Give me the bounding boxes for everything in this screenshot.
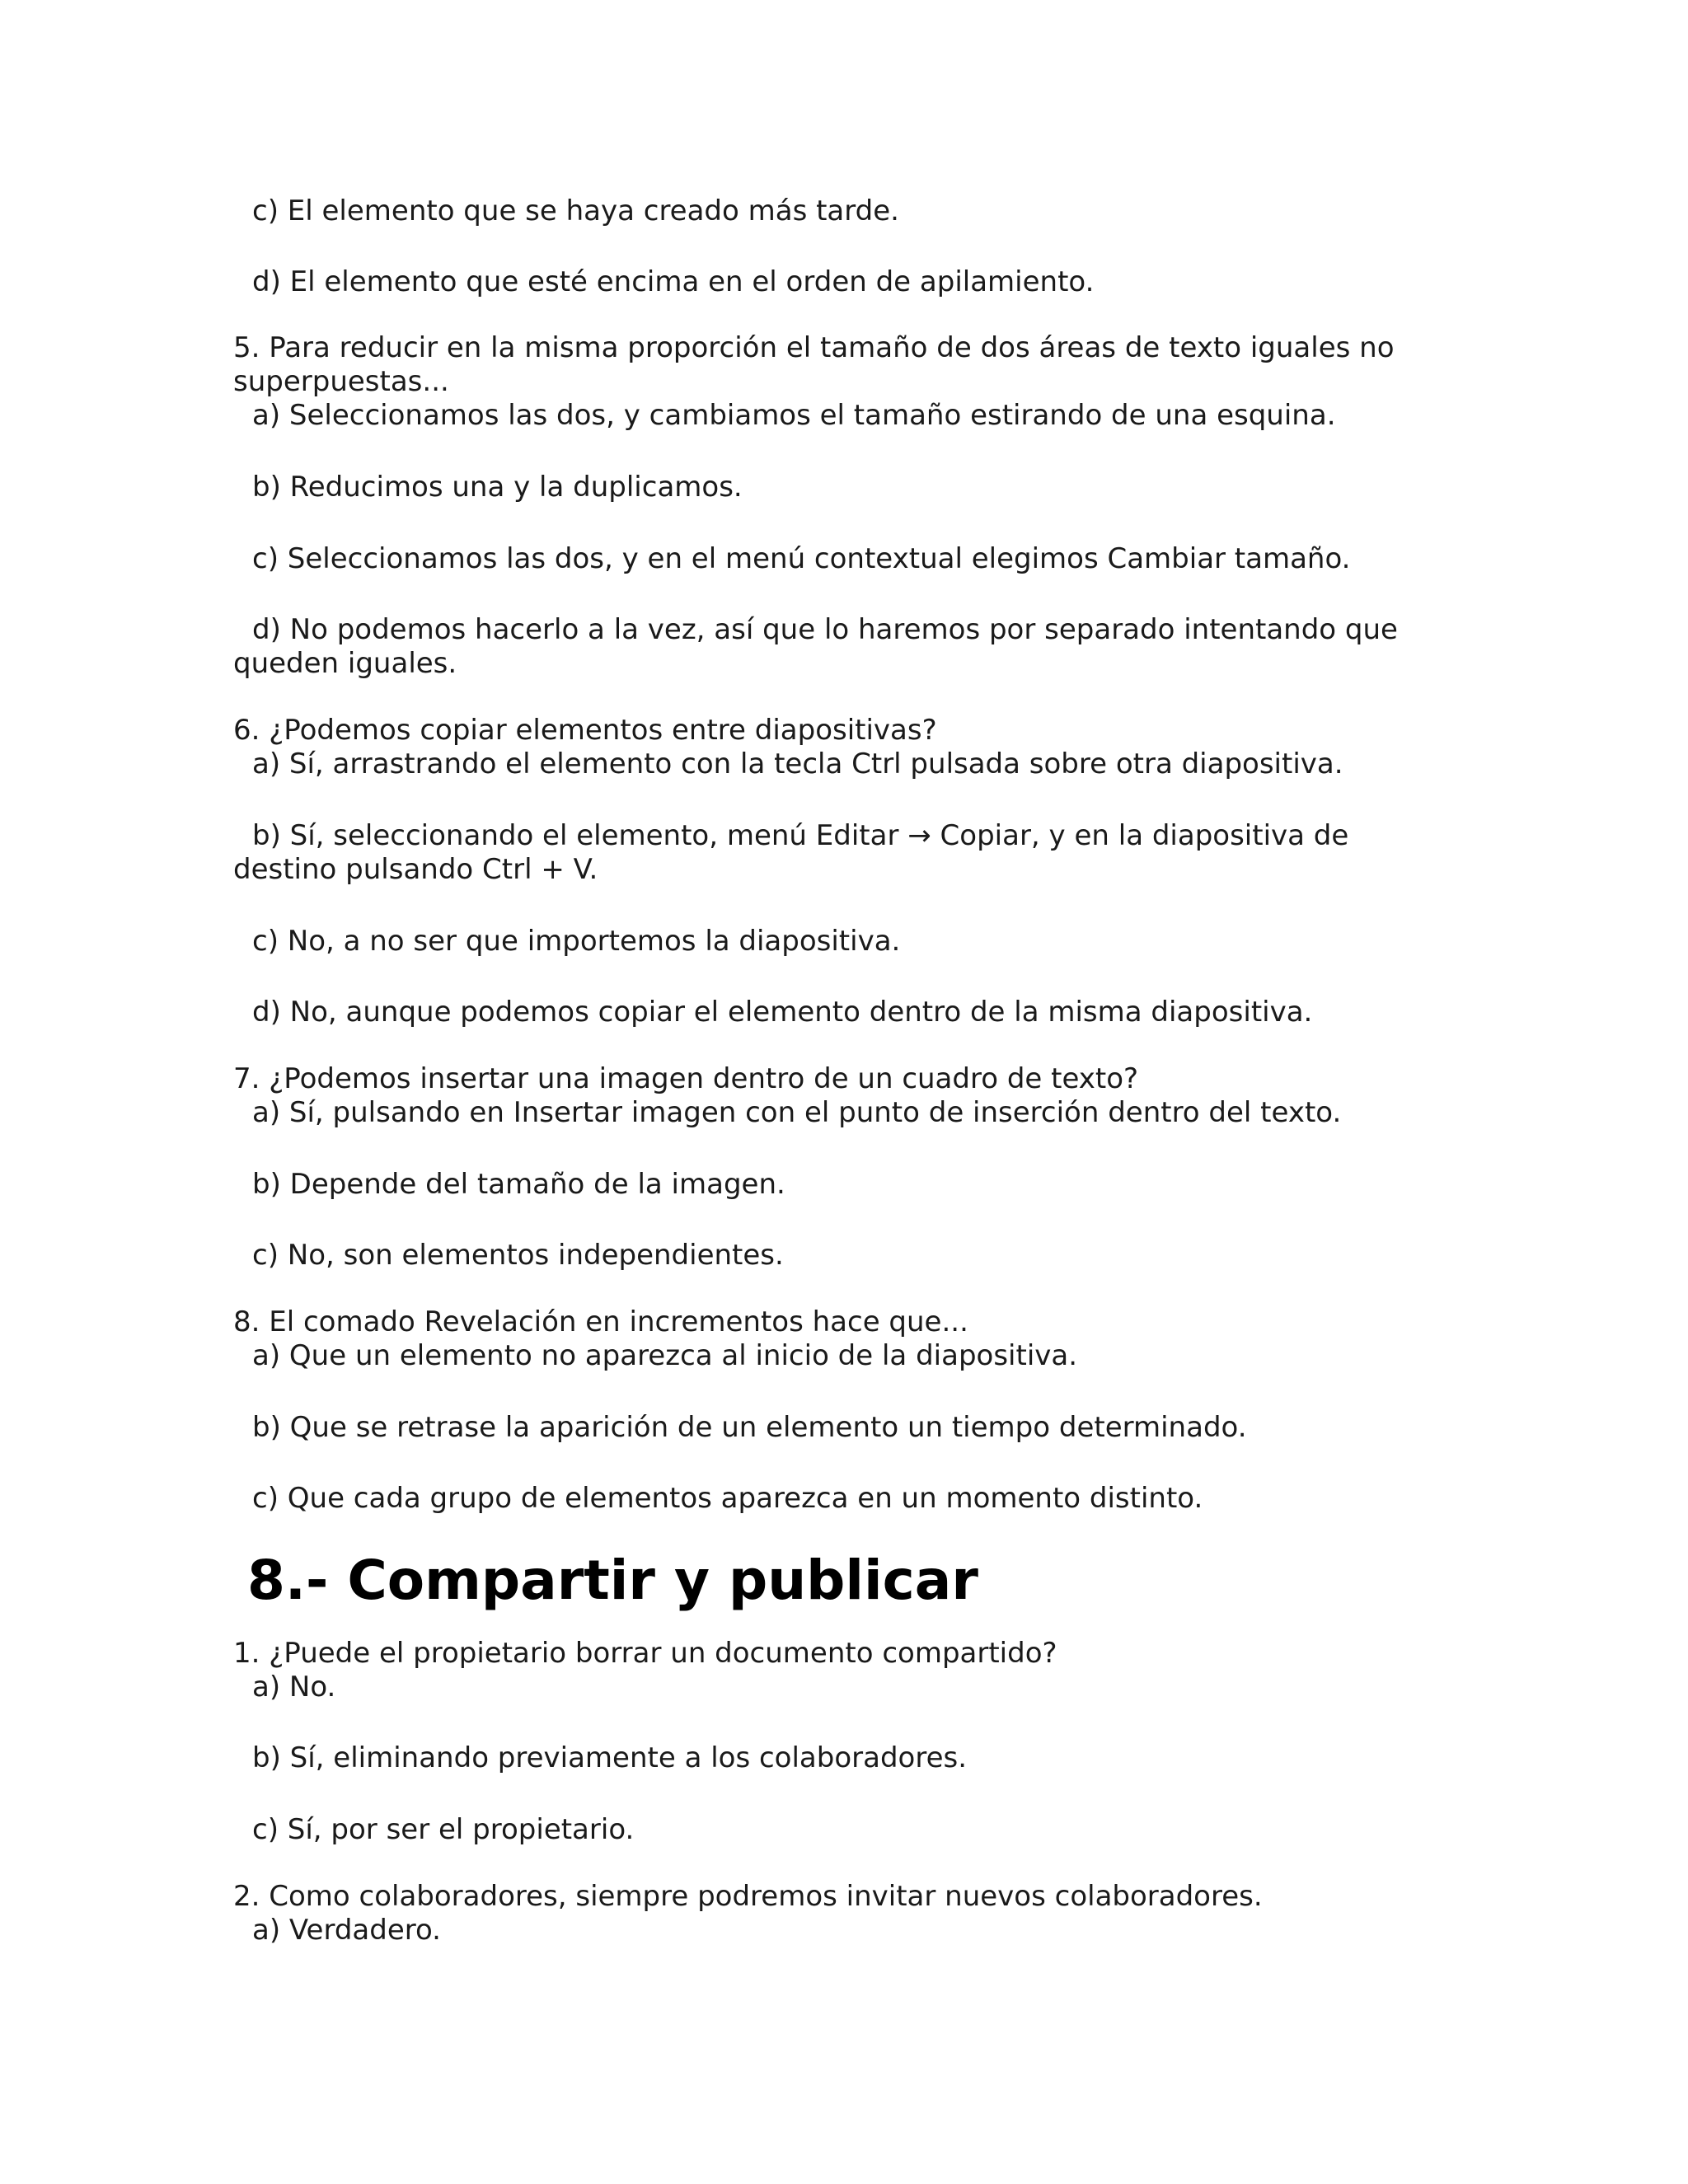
q6-option-a: a) Sí, arrastrando el elemento con la tecla Ctrl pulsada sobre otra diapositiva. [252, 748, 1343, 780]
q8-option-a: a) Que un elemento no aparezca al inicio de la diapositiva. [252, 1339, 1078, 1372]
q8-option-c: c) Que cada grupo de elementos aparezca en un momento distinto. [252, 1482, 1203, 1515]
s8-q1-option-b: b) Sí, eliminando previamente a los colaboradores. [252, 1741, 968, 1774]
q7-option-c: c) No, son elementos independientes. [252, 1239, 784, 1272]
q5-question-line2: superpuestas... [233, 365, 449, 398]
q7-option-b: b) Depende del tamaño de la imagen. [252, 1168, 785, 1201]
q7-option-a: a) Sí, pulsando en Insertar imagen con el punto de inserción dentro del texto. [252, 1096, 1342, 1129]
s8-q1-option-c: c) Sí, por ser el propietario. [252, 1813, 635, 1846]
q6-question: 6. ¿Podemos copiar elementos entre diapositivas? [233, 714, 937, 747]
q4-option-d: d) El elemento que esté encima en el orden de apilamiento. [252, 265, 1095, 298]
q5-option-a: a) Seleccionamos las dos, y cambiamos el tamaño estirando de una esquina. [252, 399, 1336, 432]
s8-q2-option-a: a) Verdadero. [252, 1914, 441, 1947]
q5-option-c: c) Seleccionamos las dos, y en el menú contextual elegimos Cambiar tamaño. [252, 542, 1351, 575]
q8-question: 8. El comado Revelación en incrementos hace que... [233, 1305, 968, 1338]
q5-question-line1: 5. Para reducir en la misma proporción el tamaño de dos áreas de texto iguales no [233, 331, 1395, 364]
section-heading: 8.- Compartir y publicar [247, 1549, 978, 1612]
q6-option-b-line1: b) Sí, seleccionando el elemento, menú Editar → Copiar, y en la diapositiva de [252, 819, 1349, 852]
q6-option-b-line2: destino pulsando Ctrl + V. [233, 853, 598, 886]
s8-q2-question: 2. Como colaboradores, siempre podremos invitar nuevos colaboradores. [233, 1880, 1263, 1913]
q8-option-b: b) Que se retrase la aparición de un elemento un tiempo determinado. [252, 1411, 1247, 1444]
q6-option-d: d) No, aunque podemos copiar el elemento dentro de la misma diapositiva. [252, 996, 1313, 1029]
q5-option-d-line2: queden iguales. [233, 647, 457, 680]
q5-option-b: b) Reducimos una y la duplicamos. [252, 471, 743, 504]
q7-question: 7. ¿Podemos insertar una imagen dentro de un cuadro de texto? [233, 1062, 1139, 1095]
q6-option-c: c) No, a no ser que importemos la diapositiva. [252, 925, 901, 958]
s8-q1-option-a: a) No. [252, 1671, 336, 1704]
s8-q1-question: 1. ¿Puede el propietario borrar un documento compartido? [233, 1637, 1057, 1670]
q5-option-d-line1: d) No podemos hacerlo a la vez, así que lo haremos por separado intentando que [252, 613, 1398, 646]
q4-option-c: c) El elemento que se haya creado más tarde. [252, 194, 899, 227]
